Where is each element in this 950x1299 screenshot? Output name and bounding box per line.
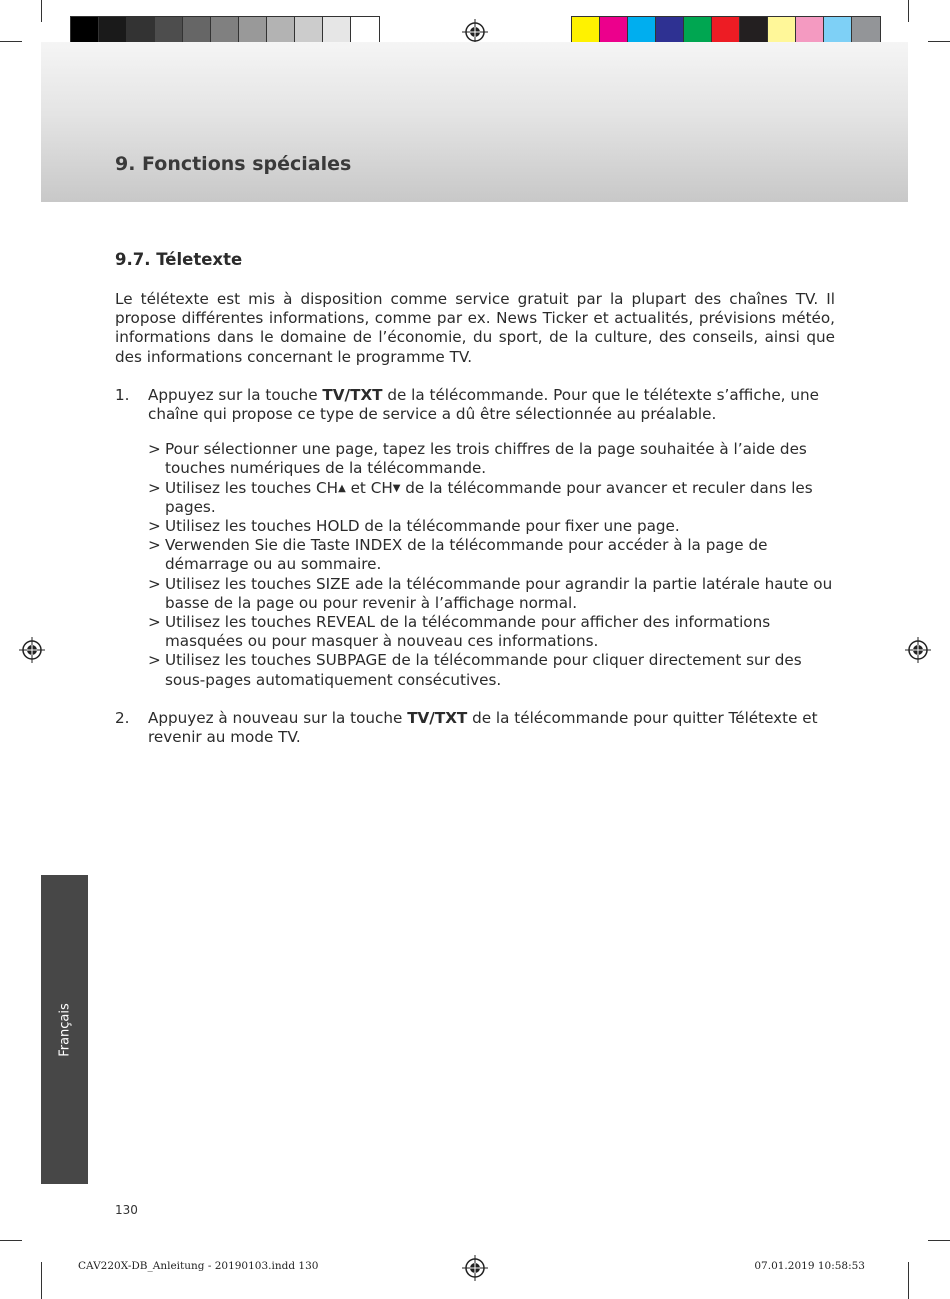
color-swatch [155,17,183,45]
crop-mark [908,1262,909,1299]
bullet-marker: > [148,613,161,632]
step-text: Appuyez sur la touche [148,385,323,404]
sub-item-text: Verwenden Sie die Taste INDEX de la télécommande pour accéder à la page de démarrage ou au sommaire. [165,536,768,574]
list-item [148,479,835,517]
chapter-title: 9. Fonctions spéciales [115,153,352,175]
arrow-up-icon: ▲ [338,482,346,494]
color-swatch [351,17,379,45]
sub-item-text [165,479,835,517]
chapter-header-band [41,42,908,202]
color-swatch [740,17,768,45]
list-item-step-2 [115,709,835,747]
list-item [148,575,835,613]
crop-mark [0,1240,22,1241]
color-swatch [768,17,796,45]
color-swatch [127,17,155,45]
crop-mark [928,41,950,42]
color-swatch [656,17,684,45]
arrow-down-icon: ▼ [392,482,401,494]
list-item [148,536,835,574]
ch-text: de la télécommande pour avancer et reculer dans les pages. [165,478,813,516]
color-swatch [239,17,267,45]
list-item [148,651,835,689]
step-text: de la télécommande pour quitter Télétexte et revenir au mode TV. [148,708,818,747]
step-text: Appuyez à nouveau sur la touche [148,708,408,727]
crop-mark [908,0,909,22]
color-swatch [99,17,127,45]
sub-item-text: Utilisez les touches SIZE ade la télécommande pour agrandir la partie latérale haute ou basse de la page ou pour revenir à l’affichage normal. [165,574,833,612]
color-swatch [572,17,600,45]
step-body [148,386,835,690]
main-content [115,290,835,766]
key-label: TV/TXT [407,708,468,727]
sub-item-text: Utilisez les touches SUBPAGE de la télécommande pour cliquer directement sur des sous-pages automatiquement consécutives. [165,651,802,689]
section-title: 9.7. Téletexte [115,250,243,269]
sub-list [148,440,835,690]
ch-text: Utilisez les touches CH [165,478,339,497]
bullet-marker: > [148,651,161,670]
color-swatch [183,17,211,45]
color-swatch [267,17,295,45]
crop-mark [928,1240,950,1241]
slug-file-name: CAV220X-DB_Anleitung - 20190103.indd 130 [78,1260,319,1272]
color-swatch [852,17,880,45]
sub-item-text: Utilisez les touches HOLD de la télécommande pour fixer une page. [165,517,680,536]
color-swatch [712,17,740,45]
language-label: Français [57,1003,73,1057]
step-text: de la télécommande. Pour que le télétexte s’affiche, une chaîne qui propose ce type de service a dû être sélectionnée au préalable. [148,385,819,424]
list-item [148,440,835,478]
list-item [148,613,835,651]
step-number: 1. [115,385,130,404]
list-item [148,517,835,536]
step-body [148,709,835,747]
sub-item-text: Pour sélectionner une page, tapez les trois chiffres de la page souhaitée à l’aide des touches numériques de la télécommande. [165,440,807,478]
color-swatch [796,17,824,45]
bullet-marker: > [148,536,161,555]
page-number: 130 [115,1203,138,1217]
intro-paragraph: Le télétexte est mis à disposition comme service gratuit par la plupart des chaînes TV. Il propose différentes informations, comme par ex. News Ticker et actualités, prévisions météo, informations dans le domaine de l’économie, du sport, de la culture, des conseils, ainsi que des informations concernant le programme TV. [115,290,835,366]
crop-mark [0,41,22,42]
color-swatch [295,17,323,45]
slug-datetime: 07.01.2019 10:58:53 [754,1260,865,1272]
registration-mark-icon [462,1255,488,1281]
crop-mark [41,1262,42,1299]
crop-mark [41,0,42,22]
ch-text: et CH [345,478,393,497]
registration-mark-icon [905,637,931,663]
step-number: 2. [115,708,130,727]
color-swatch [684,17,712,45]
color-swatch [71,17,99,45]
color-swatch [824,17,852,45]
bullet-marker: > [148,517,161,536]
registration-mark-icon [19,637,45,663]
color-swatch [600,17,628,45]
color-swatch [323,17,351,45]
bullet-marker: > [148,478,161,497]
bullet-marker: > [148,574,161,593]
sub-item-text: Utilisez les touches REVEAL de la télécommande pour afficher des informations masquées ou pour masquer à nouveau ces informations. [165,613,771,651]
bullet-marker: > [148,440,161,459]
key-label: TV/TXT [322,385,383,404]
color-swatch [211,17,239,45]
step-list [115,386,835,747]
color-swatch [628,17,656,45]
list-item-step-1 [115,386,835,690]
